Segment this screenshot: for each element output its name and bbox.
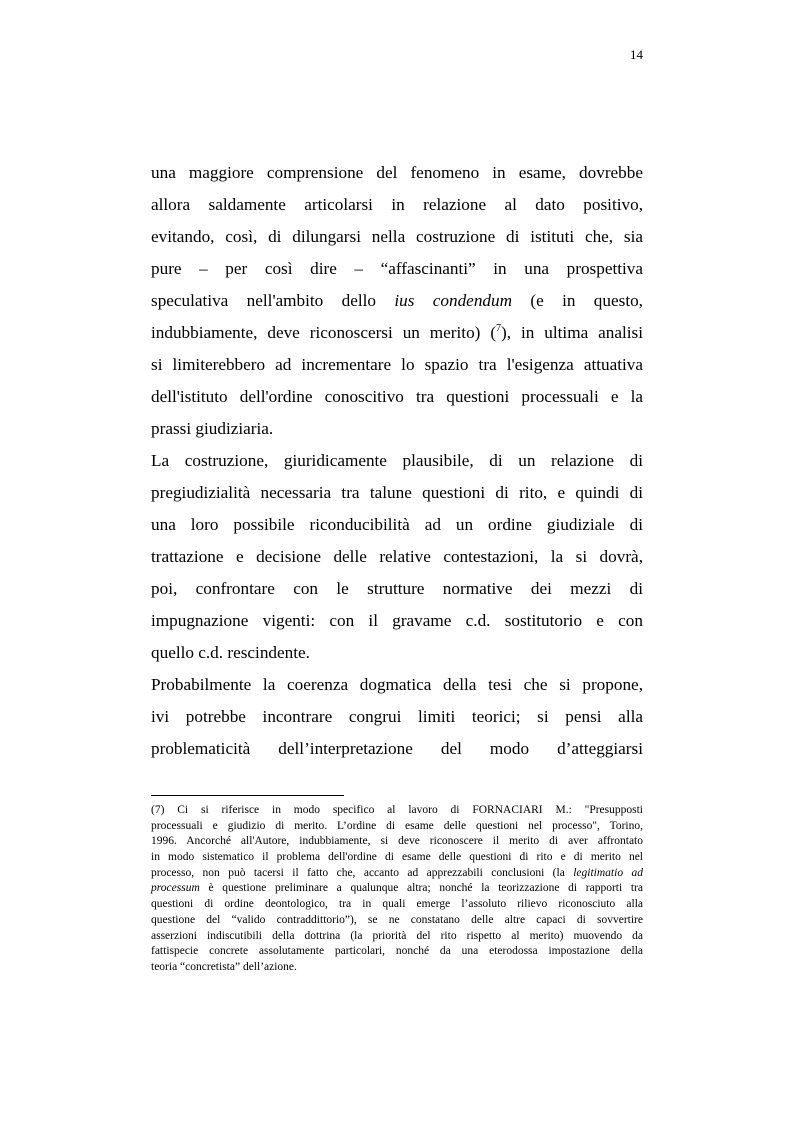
body-line: quello c.d. rescindente. (151, 643, 310, 662)
footnote-line: 1996. Ancorché all'Autore, indubbiamente, si deve riconoscere il merito di aver affrontato (151, 835, 643, 848)
body-line: evitando, così, di dilungarsi nella costruzione di istituti che, sia (151, 227, 643, 246)
footnote-line: in modo sistematico il problema dell'ordine di esame delle questioni di rito e di merito nel (151, 851, 643, 864)
latin-term: ius condendum (394, 291, 513, 310)
body-line: impugnazione vigenti: con il gravame c.d. sostitutorio e con (151, 611, 643, 630)
body-line: pregiudizialità necessaria tra talune questioni di rito, e quindi di (151, 483, 643, 502)
footnote-line: questioni di ordine deontologico, tra in quali emerge l’assoluto rilievo riconosciuto alla (151, 898, 643, 911)
body-line: problematicità dell’interpretazione del modo d’atteggiarsi (151, 739, 643, 758)
footnote-line: asserzioni indiscutibili della dottrina (la priorità del rito rispetto al merito) muovendo da (151, 929, 643, 942)
body-line: dell'istituto dell'ordine conoscitivo tra questioni processuali e la (151, 387, 643, 406)
body-text-segment: ), in ultima analisi (501, 323, 643, 342)
body-line: La costruzione, giuridicamente plausibile, di un relazione di (151, 451, 643, 470)
body-line: Probabilmente la coerenza dogmatica della tesi che si propone, (151, 675, 643, 694)
footnote-line: teoria “concretista” dell’azione. (151, 960, 297, 973)
body-text-segment: indubbiamente, deve riconoscersi un merito) ( (151, 323, 497, 342)
footnote-reference[interactable]: 7 (496, 323, 502, 334)
footnote (151, 803, 643, 976)
footnote-line: questione del “valido contraddittorio”), se ne constatano delle altre capaci di sovvertire (151, 913, 643, 926)
footnote-separator (151, 795, 344, 796)
latin-term: legitimatio ad (573, 866, 643, 879)
footnote-line: processuali e giudizio di merito. L’ordine di esame delle questioni nel processo", Torino, (151, 819, 643, 832)
body-line: trattazione e decisione delle relative contestazioni, la si dovrà, (151, 547, 643, 566)
footnote-text-segment: è questione preliminare a qualunque altra; nonché la teorizzazione di rapporti tra (199, 882, 643, 895)
footnote-line (151, 881, 643, 897)
footnote-line: (7) Ci si riferisce in modo specifico al lavoro di FORNACIARI M.: "Presupposti (151, 804, 643, 816)
body-line: si limiterebbero ad incrementare lo spazio tra l'esigenza attuativa (151, 355, 643, 374)
page-number: 14 (630, 47, 643, 62)
footnote-text-segment: processo, non può tacersi il fatto che, accanto ad apprezzabili conclusioni (la (151, 866, 574, 879)
body-text (151, 157, 643, 765)
body-line: allora saldamente articolarsi in relazione al dato positivo, (151, 195, 643, 214)
body-line: ivi potrebbe incontrare congrui limiti teorici; si pensi alla (151, 707, 643, 726)
body-line (151, 317, 643, 349)
body-line: pure – per così dire – “affascinanti” in una prospettiva (151, 259, 643, 278)
footnote-line: fattispecie concrete assolutamente particolari, nonché da una eterodossa impostazione della (151, 945, 643, 958)
body-line: una loro possibile riconducibilità ad un ordine giudiziale di (151, 515, 643, 534)
body-text-segment: (e in questo, (512, 291, 643, 310)
body-line (151, 285, 643, 317)
body-line: prassi giudiziaria. (151, 419, 274, 438)
body-text-segment: speculativa nell'ambito dello (151, 291, 395, 310)
body-line: poi, confrontare con le strutture normative dei mezzi di (151, 579, 643, 598)
footnote-line (151, 866, 643, 882)
body-line: una maggiore comprensione del fenomeno in esame, dovrebbe (151, 163, 643, 182)
latin-term: processum (151, 882, 200, 895)
